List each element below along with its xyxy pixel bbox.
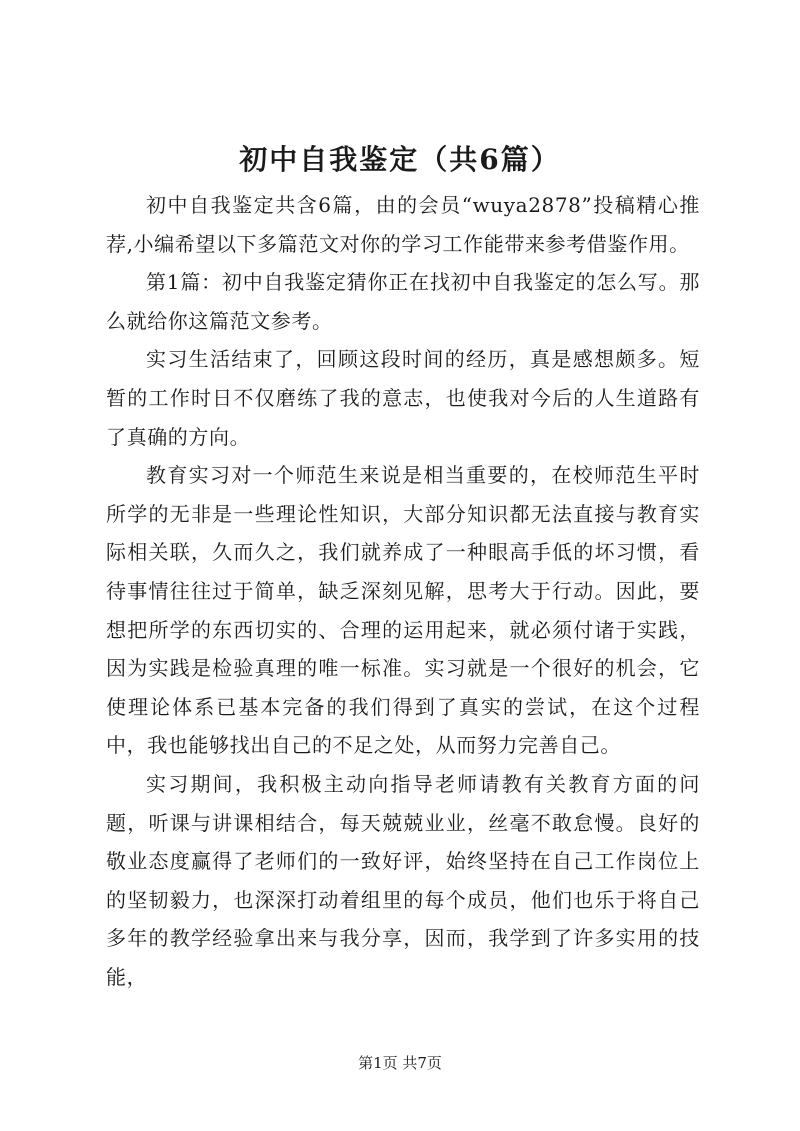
- document-body: [106, 186, 700, 996]
- page-title: 初中自我鉴定（共6篇）: [239, 143, 561, 176]
- paragraph-intro: 初中自我鉴定共含6篇，由的会员“wuya2878”投稿精心推荐,小编希望以下多篇范文对你的学习工作能带来参考借鉴作用。: [106, 193, 700, 256]
- paragraph-reflection: 实习生活结束了，回顾这段时间的经历，真是感想颇多。短暂的工作时日不仅磨练了我的意志，也使我对今后的人生道路有了真确的方向。: [106, 347, 700, 449]
- paragraph-chapter-heading: 第1篇：初中自我鉴定猜你正在找初中自我鉴定的怎么写。那么就给你这篇范文参考。: [106, 270, 700, 333]
- paragraph-internship: 实习期间，我积极主动向指导老师请教有关教育方面的问题，听课与讲课相结合，每天兢兢业业，丝毫不敢怠慢。良好的敬业态度赢得了老师们的一致好评，始终坚持在自己工作岗位上的坚韧毅力，也深深打动着组里的每个成员，他们也乐于将自己多年的教学经验拿出来与我分享，因而，我学到了许多实用的技能，: [106, 771, 700, 989]
- page-footer: 第1页 共7页: [358, 1054, 442, 1072]
- paragraph-importance: 教育实习对一个师范生来说是相当重要的，在校师范生平时所学的无非是一些理论性知识，大部分知识都无法直接与教育实际相关联，久而久之，我们就养成了一种眼高手低的坏习惯，看待事情往往过于简单，缺乏深刻见解，思考大于行动。因此，要想把所学的东西切实的、合理的运用起来，就必须付诸于实践，因为实践是检验真理的唯一标准。实习就是一个很好的机会，它使理论体系已基本完备的我们得到了真实的尝试，在这个过程中，我也能够找出自己的不足之处，从而努力完善自己。: [106, 463, 700, 758]
